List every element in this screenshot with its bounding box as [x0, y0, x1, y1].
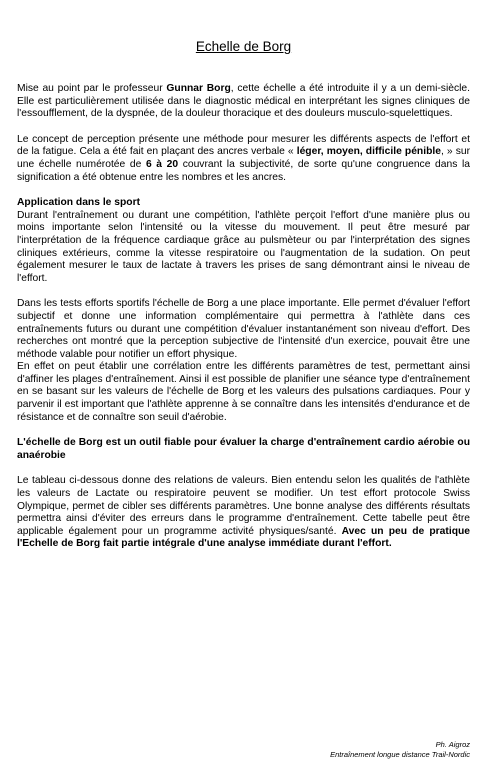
intro-paragraph — [17, 83, 470, 121]
concept-text-1: Le concept de perception présente une méthode pour mesurer les différents aspects de l'effort et de la fatigue. Cela a été fait en plaçant des ancres verbale « — [17, 133, 470, 158]
scale-range: 6 à 20 — [145, 158, 179, 170]
table-paragraph — [17, 475, 470, 551]
tests-paragraph: Dans les tests efforts sportifs l'échelle de Borg a une place importante. Elle permet d'évaluer l'effort subjectif et donne une information complémentaire qui permettra à l'athlète dans ces entraînements futurs ou durant une compétition d'évaluer instantanément son niveau d'effort. Des recherches ont montré que la perception subjective de l'intensité d'un exercice, pouvait être une méthode valable pour notifier un effort physique. — [17, 298, 470, 360]
footer-subtitle: Entraînement longue distance Trail-Nordic — [330, 750, 470, 759]
application-paragraph: Durant l'entraînement ou durant une compétition, l'athlète perçoit l'effort d'une manière plus ou moins importante selon l'intensité ou la vitesse du mouvement. Il peut être mesuré par l'interprétation de la fréquence cardiaque grâce au pulsmèteur ou par l'interprétation des signes cliniques extérieurs, comme la vitesse respiratoire ou l'augmentation de la sudation. On peut également mesurer le taux de lactate à travers les prises de sang démontrant ainsi le niveau de l'effort. — [17, 209, 470, 284]
page-footer — [170, 740, 470, 760]
document-body — [17, 83, 470, 551]
correlation-paragraph: En effet on peut établir une corrélation entre les différents paramètres de test, permettant ainsi d'affiner les plages d'entraînement. Ainsi il est possible de planifier une séance type d'entraînement en se basant sur les valeurs de l'échelle de Borg et les valeurs des pulsations cardiaques. Pour y parvenir il est important que l'athlète apprenne à se connaître dans les intensités d'endurance et de résistance et de connaître son seuil d'aérobie. — [17, 361, 470, 423]
table-bold-text: Avec un peu de pratique l'Echelle de Borg fait partie intégrale d'une analyse immédiate durant l'effort. — [17, 525, 471, 550]
verbal-anchors: léger, moyen, difficile pénible — [296, 146, 441, 158]
document-page — [17, 0, 470, 775]
author-name: Gunnar Borg — [166, 83, 231, 94]
tool-heading: L'échelle de Borg est un outil fiable pour évaluer la charge d'entraînement cardio aérobie ou anaérobie — [17, 437, 470, 461]
page-title: Echelle de Borg — [195, 39, 292, 54]
concept-paragraph — [17, 134, 470, 184]
concept-text-2: , » sur une échelle numérotée de — [17, 146, 470, 170]
table-text: Le tableau ci-dessous donne des relations de valeurs. Bien entendu selon les qualités de l'athlète les valeurs de Lactate ou respiratoire peuvent se modifier. Un test effort protocole Swiss Olympique, permet de cibler ses différents paramètres. Une bonne analyse des différents résultats permettra ainsi d'éviter des erreurs dans le programme d'entraînement. Cette tabelle peut être applicable également pour un programme activité physiques/santé. — [17, 475, 470, 537]
intro-text-1: Mise au point par le professeur — [17, 83, 167, 94]
footer-author: Ph. Aigroz — [435, 740, 470, 749]
concept-text-3: couvrant la subjectivité, de sorte qu'une congruence dans la signification a été obtenue entre les nombres et les ancres. — [17, 158, 471, 183]
application-heading: Application dans le sport — [17, 197, 141, 209]
intro-text-2: , cette échelle a été introduite il y a un demi-siècle. Elle est particulièrement utilisée dans le diagnostic médical en interprétant les signes cliniques de l'essoufflement, de la dyspnée, de la douleur thoracique et des douleurs musculo-squelettiques. — [17, 83, 470, 120]
